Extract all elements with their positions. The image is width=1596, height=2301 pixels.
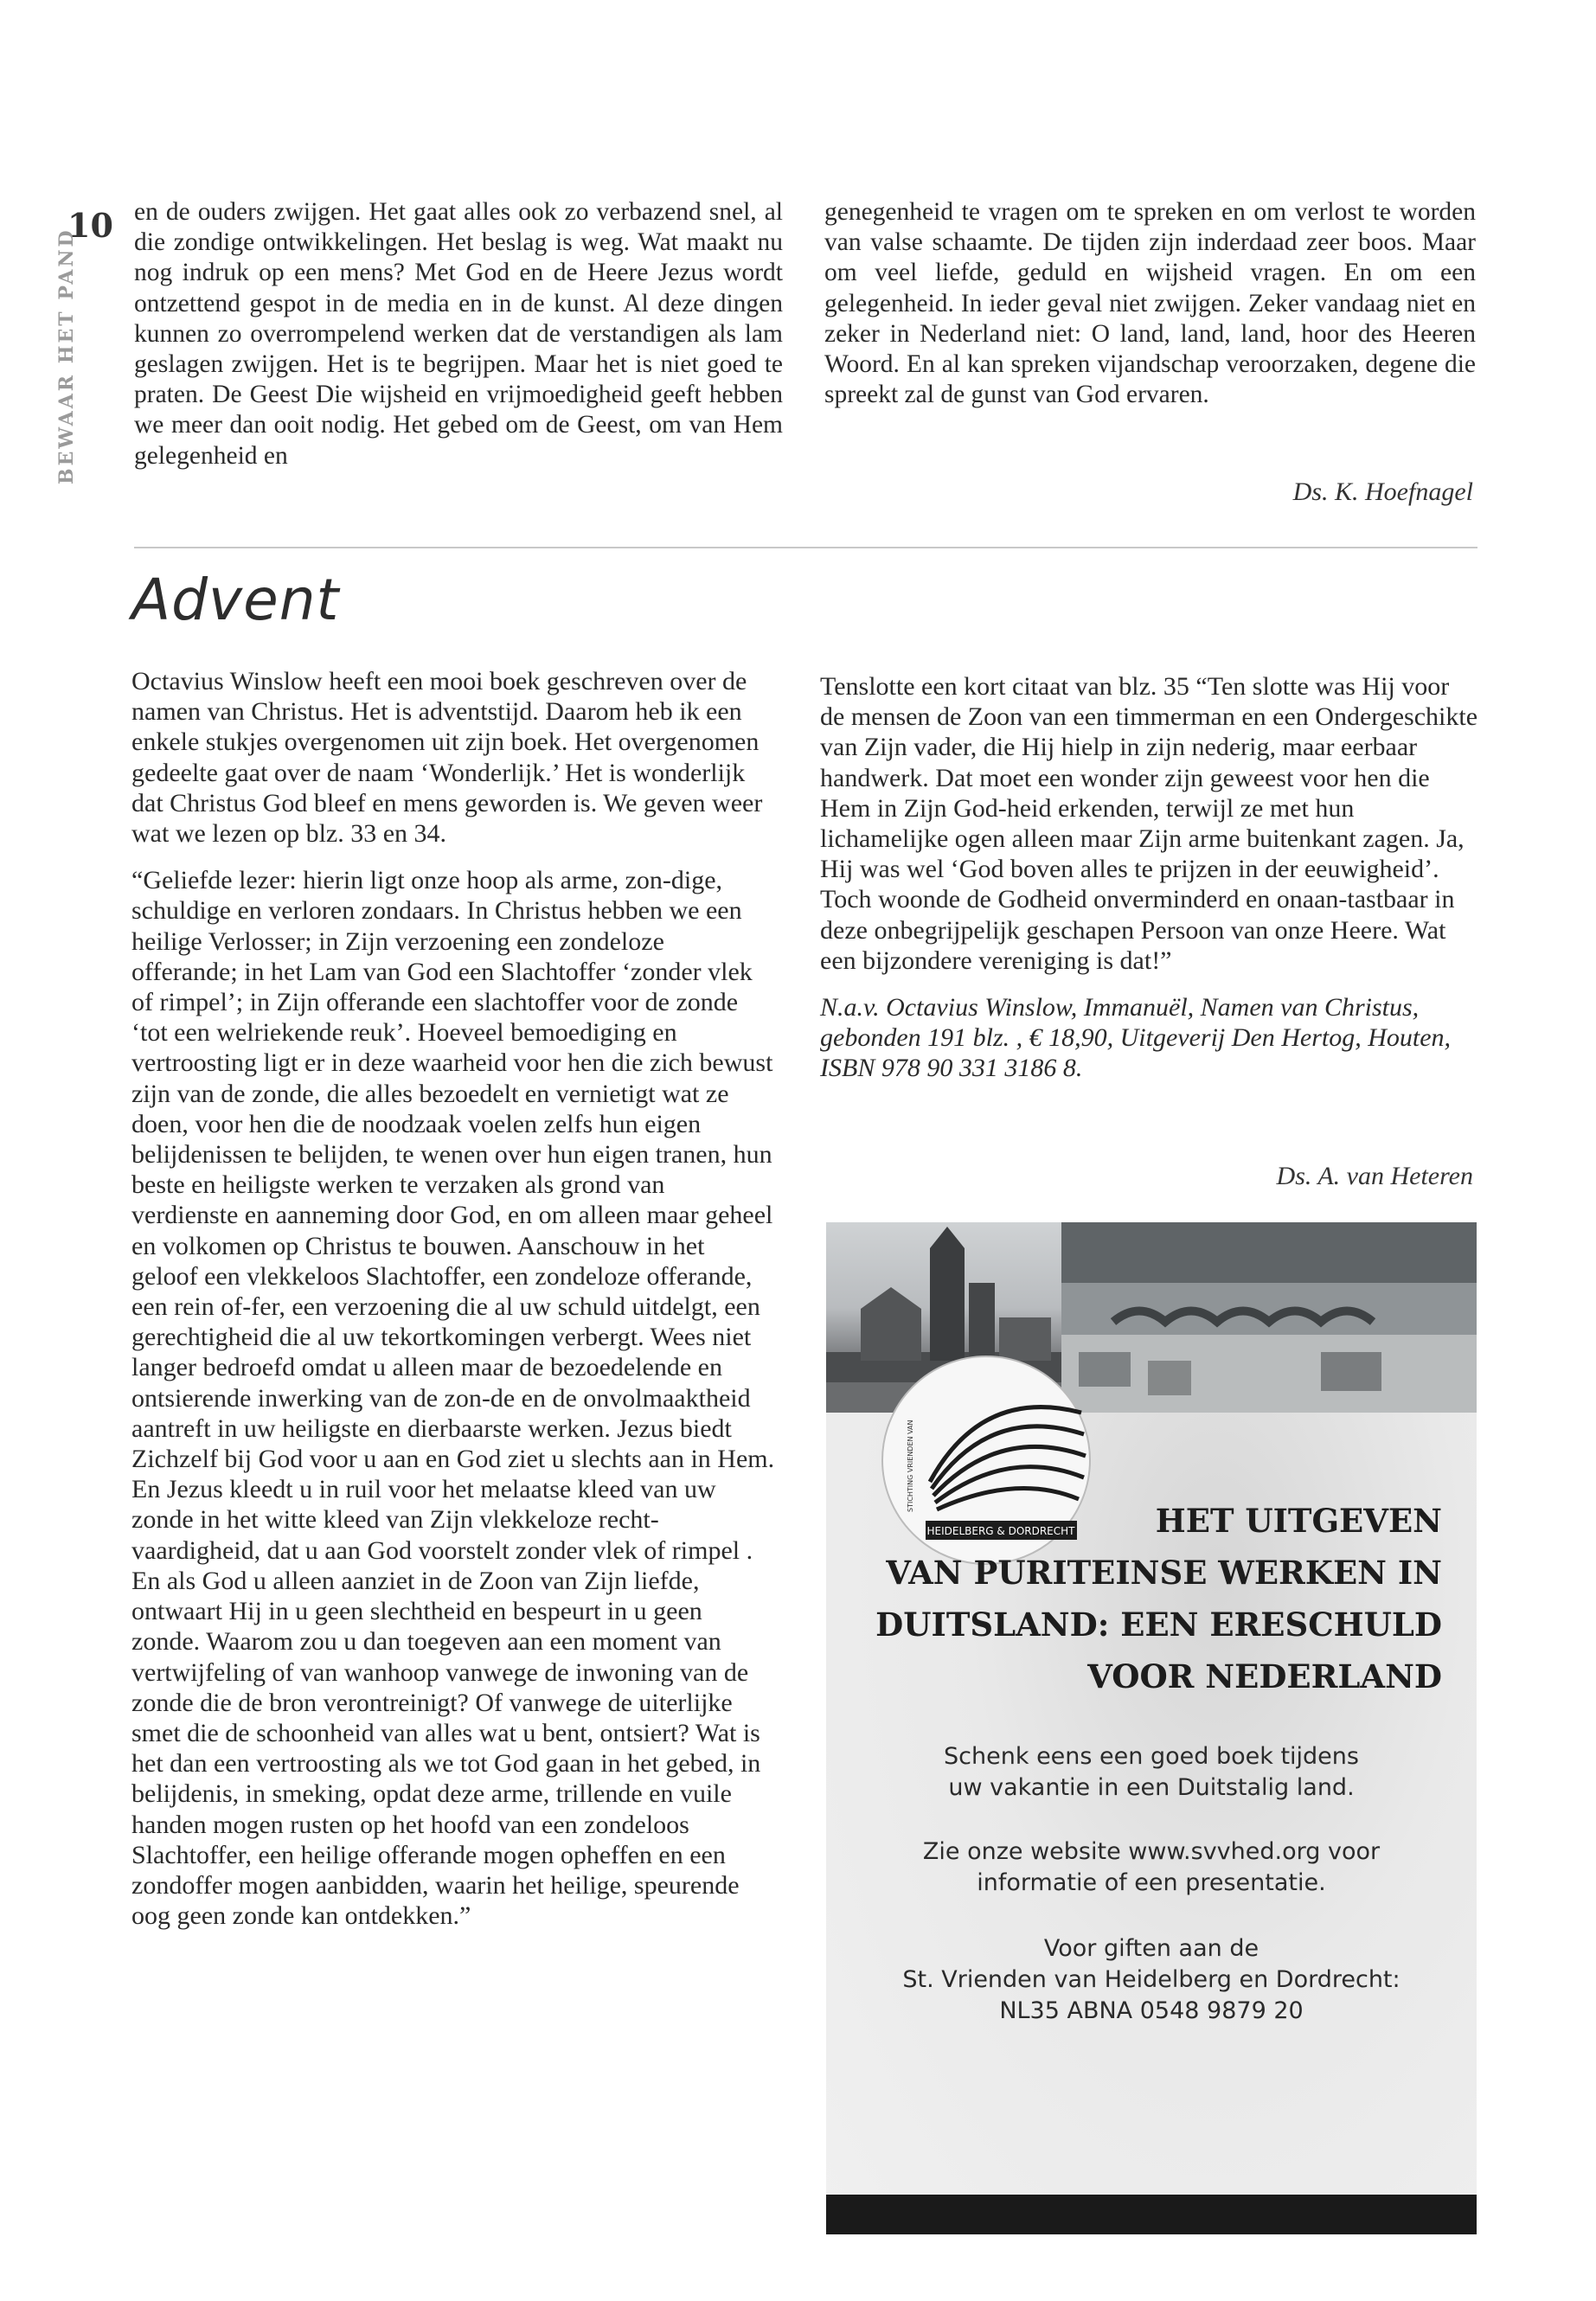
book-reference: N.a.v. Octavius Winslow, Immanuël, Namen van Christus, gebonden 191 blz. , € 18,90, Uitgeverij Den Hertog, Houten, ISBN 978 90 331 3186 8. xyxy=(820,993,1452,1083)
advent-column-right xyxy=(820,671,1477,1100)
advent-column-left xyxy=(131,666,776,1947)
ad-headline-line-2: VAN PURITEINSE WERKEN IN xyxy=(886,1554,1442,1592)
section-divider xyxy=(134,547,1477,548)
logo-caption: HEIDELBERG & DORDRECHT xyxy=(926,1525,1075,1537)
ad-text-line: Voor giften aan de xyxy=(1043,1935,1259,1962)
ad-text-block-1 xyxy=(826,1741,1477,1804)
ad-bank-account: NL35 ABNA 0548 9879 20 xyxy=(999,1997,1304,2024)
running-head: BEWAAR HET PAND xyxy=(55,228,78,484)
bridge-photo xyxy=(1061,1222,1477,1413)
top-article-column-2 xyxy=(824,197,1476,410)
ad-footer-bar xyxy=(826,2195,1477,2234)
ad-text-line: informatie of een presentatie. xyxy=(977,1869,1326,1896)
advent-signature: Ds. A. van Heteren xyxy=(1276,1162,1473,1190)
top-article-col2-text: genegenheid te vragen om te spreken en om verlost te worden van valse schaamte. De tijden zijn inderdaad zeer boos. Maar om veel liefde, geduld en wijsheid vragen. En om een gelegenheid. In ieder geval niet zwijgen. Zeker vandaag niet en zeker in Nederland niet: O land, land, land, hoor des Heeren Woord. En al kan spreken vijandschap veroorzaken, degene die spreekt zal de gunst van God ervaren. xyxy=(824,198,1476,409)
ad-text-line: uw vakantie in een Duitstalig land. xyxy=(948,1774,1355,1801)
advent-paragraph-quote: “Geliefde lezer: hierin ligt onze hoop als arme, zon-dige, schuldige en verloren zondaars. In Christus hebben we een heilige Verlosser; in Zijn verzoening een zondeloze offerande; in het Lam van God een Slachtoffer ‘zonder vlek of rimpel’; in Zijn offerande een slachtoffer voor de zonde ‘tot een welriekende reuk’. Hoeveel bemoediging en vertroosting ligt er in deze waarheid voor hen die zich bewust zijn van de zonde, die alles bezoedelt en vernietigt wat ze doen, voor hen die de noodzaak voelen zelfs hun eigen belijdenissen te belijden, te wenen over hun eigen tranen, hun beste en heiligste werken te verzaken als grond van verdienste en aanneming door God, en om alleen maar geheel en volkomen op Christus te bouwen. Aanschouw in het geloof een vlekkeloos Slachtoffer, een zondeloze offerande, een rein of-fer, een verzoening die al uw schuld uitdelgt, een gerechtigheid die al uw tekortkomingen verbergt. Wees niet langer bedroefd omdat u alleen maar de bezoedelende en ontsierende inwerking van de zon-de en de onvolmaaktheid aantreft in uw heiligste en dierbaarste werken. Jezus biedt Zichzelf bij God voor u aan en God ziet u slechts aan in Hem. En Jezus kleedt u in ruil voor het melaatse kleed van uw zonde in het witte kleed van Zijn vlekkeloze recht-vaardigheid, dat u aan God voorstelt zonder vlek of rimpel . En als God u alleen aanziet in de Zoon van Zijn liefde, ontwaart Hij in u geen slechtheid en bespeurt in u geen zonde. Waarom zou u dan toegeven aan een moment van vertwijfeling of van wanhoop vanwege de inwoning van de zonde die de bron verontreinigt? Of vanwege de uiterlijke smet die de schoonheid van alles wat u bent, ontsiert? Wat is het dan een vertroosting als we tot God gaan in het gebed, in belijdenis, in smeking, opdat deze arme, trillende en vuile handen mogen rusten op het hoofd van een zondeloos Slachtoffer, een heilige offerande mogen opheffen en een zondoffer mogen aanbidden, waarin het heilige, speurende oog geen zonde kan ontdekken.” xyxy=(131,866,775,1931)
ad-text-line: Zie onze website www.svvhed.org voor xyxy=(922,1838,1381,1865)
top-article-signature: Ds. K. Hoefnagel xyxy=(1292,478,1473,506)
advertisement xyxy=(826,1222,1477,2234)
ad-text-block-3 xyxy=(826,1933,1477,2027)
logo-arc-caption: STICHTING VRIENDEN VAN xyxy=(907,1420,914,1512)
ad-text-line: Schenk eens een goed boek tijdens xyxy=(944,1743,1359,1770)
ad-headline-line-1: HET UITGEVEN xyxy=(1155,1502,1442,1540)
ad-text-line: St. Vrienden van Heidelberg en Dordrecht: xyxy=(902,1966,1401,1993)
ad-headline-line-3: DUITSLAND: EEN ERESCHULD xyxy=(875,1606,1442,1644)
page-number: 10 xyxy=(67,206,113,245)
ad-headline-line-4: VOOR NEDERLAND xyxy=(1087,1657,1442,1695)
ad-text-block-2 xyxy=(826,1836,1477,1899)
bridge-river-icon xyxy=(1061,1222,1477,1413)
top-article-col1-text: en de ouders zwijgen. Het gaat alles ook zo verbazend snel, al die zondige ontwikkelingen. Het beslag is weg. Wat maakt nu nog indruk op een mens? Met God en de Heere Jezus wordt ontzettend gespot in de media en in de kunst. Al deze dingen kunnen zo overrompelend werken dat de verstandigen als lam geslagen zwijgen. Het is te begrijpen. Maar het is niet goed te praten. De Geest Die wijsheid en vrijmoedigheid geeft hebben we meer dan ooit nodig. Het gebed om de Geest, om van Hem gelegenheid en xyxy=(134,198,783,470)
top-article-column-1 xyxy=(134,197,783,471)
article-title: Advent xyxy=(131,567,340,633)
advent-paragraph-intro: Octavius Winslow heeft een mooi boek geschreven over de namen van Christus. Het is adventstijd. Daarom heb ik een enkele stukjes overgenomen uit zijn boek. Het overgenomen gedeelte gaat over de naam ‘Wonderlijk.’ Het is wonderlijk dat Christus God bleef en mens geworden is. We geven weer wat we lezen op blz. 33 en 34. xyxy=(131,667,763,849)
advent-paragraph-citation: Tenslotte een kort citaat van blz. 35 “Ten slotte was Hij voor de mensen de Zoon van een timmerman en een Ondergeschikte van Zijn vader, die Hij hielp in zijn nederig, maar eerbaar handwerk. Dat moet een wonder zijn geweest voor hen die Hem in Zijn God-heid erkenden, terwijl ze met hun lichamelijke ogen alleen maar Zijn arme buitenkant zagen. Ja, Hij was wel ‘God boven alles te prijzen in der eeuwigheid’. Toch woonde de Godheid onverminderd en onaan-tastbaar in deze onbegrijpelijk geschapen Persoon van onze Heere. Wat een bijzondere vereniging is dat!” xyxy=(820,672,1478,975)
ad-headline xyxy=(836,1495,1442,1702)
